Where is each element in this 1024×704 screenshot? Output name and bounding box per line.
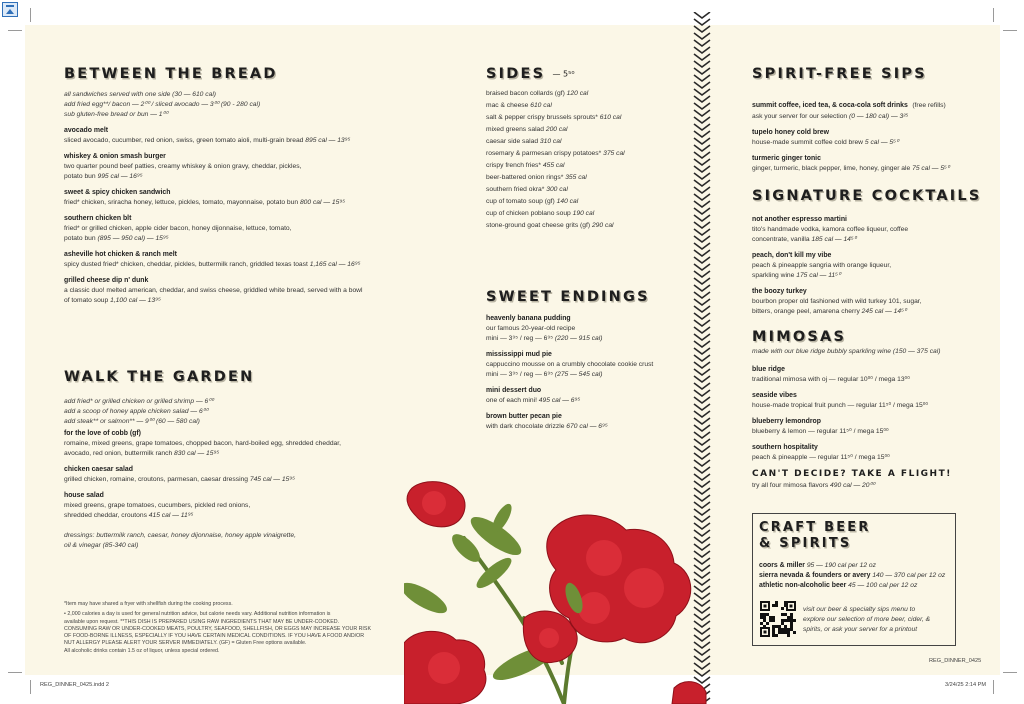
- item-name: summit coffee, iced tea, & coca-cola soft drinks: [752, 102, 908, 109]
- item-name: mississippi mud pie: [486, 351, 552, 358]
- item-price: (895 — 950 cal) — 15⁹⁵: [97, 235, 169, 242]
- item-desc: tito's handmade vodka, kamora coffee liqueur, coffee: [752, 226, 909, 233]
- side-cal: 610 cal: [599, 114, 622, 121]
- flight-price: 490 cal — 20⁰⁰: [830, 482, 875, 489]
- item-desc-line2: potato bun: [64, 235, 96, 242]
- menu-item: [64, 491, 404, 521]
- menu-item: [64, 429, 404, 459]
- side-name: crispy french fries*: [486, 162, 542, 169]
- side-item: [486, 172, 686, 184]
- right-column: [752, 66, 982, 491]
- salad-note: add a scoop of honey apple chicken salad — 6⁰⁰: [64, 408, 209, 415]
- section-title-sides: [486, 66, 686, 82]
- item-desc: with dark chocolate drizzle: [486, 423, 565, 430]
- item-desc: ginger, turmeric, black pepper, lime, honey, ginger ale: [752, 165, 911, 172]
- item-price: 5 cal — 5⁵⁰: [864, 139, 899, 146]
- item-desc: house-made summit coffee cold brew: [752, 139, 864, 146]
- side-cal: 300 cal: [546, 186, 568, 193]
- footnote-line: CONSUMING RAW OR UNDER-COOKED MEATS, POULTRY, SEAFOOD, SHELLFISH, OR EGGS MAY INCREASE YOUR RISK: [64, 625, 371, 632]
- item-desc: house-made tropical fruit punch — regular 11⁵⁰ / mega 15⁰⁰: [752, 402, 929, 409]
- item-desc: fried* chicken, sriracha honey, lettuce, pickles, tomato, mayonnaise, potato bun: [64, 199, 299, 206]
- cocktail-item: [752, 251, 982, 281]
- item-desc: spicy dusted fried* chicken, cheddar, pickles, buttermilk ranch, griddled texas toast: [64, 261, 308, 268]
- item-name: southern chicken blt: [64, 215, 132, 222]
- side-item: [486, 124, 686, 136]
- qr-text-line: visit our beer & specialty sips menu to: [803, 606, 916, 613]
- item-name: for the love of cobb (gf): [64, 430, 141, 437]
- item-name: heavenly banana pudding: [486, 315, 571, 322]
- side-cal: 375 cal: [603, 150, 625, 157]
- cocktail-item: [752, 215, 982, 245]
- item-price: 830 cal — 15⁹⁵: [174, 450, 220, 457]
- item-name: peach, don't kill my vibe: [752, 252, 832, 259]
- beer-name: athletic non-alcoholic beer: [759, 582, 847, 589]
- item-price: 745 cal — 15⁹⁵: [249, 476, 296, 483]
- mimosas-subtitle: made with our blue ridge bubbly sparkling wine (150 — 375 cal): [752, 348, 941, 355]
- dressings-note: oil & vinegar (85-340 cal): [64, 542, 139, 549]
- carnation-illustration: [404, 478, 710, 704]
- craft-beer-title-line2: & SPIRITS: [759, 536, 852, 551]
- side-item: [486, 112, 686, 124]
- footnote-line: available upon request. **THIS DISH IS PREPARED USING RAW INGREDIENTS THAT MAY BE UNDER-COOKED.: [64, 618, 340, 625]
- menu-item: [64, 188, 404, 208]
- side-cal: 120 cal: [566, 90, 589, 97]
- sweet-endings-section: [486, 289, 696, 438]
- slug-date: 3/24/25 2:14 PM: [945, 682, 987, 688]
- side-cal: 455 cal: [542, 162, 565, 169]
- item-price: (220 — 915 cal): [554, 335, 603, 342]
- drink-item: [752, 128, 982, 148]
- side-name: caesar side salad: [486, 138, 539, 145]
- mimosa-item: [752, 365, 982, 385]
- item-desc: a classic duo! melted american, cheddar, and swiss cheese, griddled white bread, served with a bowl: [64, 287, 363, 294]
- side-item: [486, 196, 686, 208]
- sandwich-note: sub gluten-free bread or bun — 1⁰⁰: [64, 111, 168, 118]
- item-desc-line2: avocado, red onion, buttermilk ranch: [64, 450, 173, 457]
- craft-beer-title-line1: CRAFT BEER: [759, 520, 871, 535]
- side-item: [486, 220, 686, 232]
- item-name: house salad: [64, 492, 104, 499]
- footnote-line: All alcoholic drinks contain 1.5 oz of liquor, unless special ordered.: [64, 647, 220, 654]
- side-cal: 140 cal: [556, 198, 579, 205]
- side-cal: 200 cal: [545, 126, 568, 133]
- beer-price: 45 — 100 cal per 12 oz: [848, 582, 918, 589]
- item-price: 175 cal — 11⁵⁰: [796, 272, 841, 279]
- sides-price: — 5⁵⁰: [552, 69, 575, 79]
- item-price: 670 cal — 6⁹⁵: [566, 423, 608, 430]
- item-desc: cappuccino mousse on a crumbly chocolate cookie crust: [486, 361, 654, 368]
- sides-title-text: SIDES: [486, 66, 546, 82]
- side-name: mixed greens salad: [486, 126, 544, 133]
- side-name: southern fried okra*: [486, 186, 545, 193]
- beer-price: 95 — 190 cal per 12 oz: [806, 562, 876, 569]
- item-name: seaside vibes: [752, 392, 797, 399]
- app-toolbar-icon[interactable]: [2, 2, 18, 17]
- item-name: the boozy turkey: [752, 288, 807, 295]
- dessert-item: [486, 386, 696, 406]
- beer-price: 140 — 370 cal per 12 oz: [872, 572, 946, 579]
- item-price: 995 cal — 16⁹⁵: [97, 173, 143, 180]
- item-desc: our famous 20-year-old recipe: [486, 325, 576, 332]
- doc-code: REG_DINNER_0425: [929, 658, 982, 664]
- side-name: stone-ground goat cheese grits (gf): [486, 222, 591, 229]
- item-name: chicken caesar salad: [64, 466, 133, 473]
- item-name: tupelo honey cold brew: [752, 129, 829, 136]
- item-desc: sliced avocado, cucumber, red onion, swiss, green tomato aioli, multi-grain bread: [64, 137, 304, 144]
- item-desc: fried* or grilled chicken, apple cider bacon, honey dijonnaise, lettuce, tomato,: [64, 225, 292, 232]
- side-item: [486, 148, 686, 160]
- left-column: [64, 66, 404, 312]
- section-title-mimosas: MIMOSAS: [752, 329, 847, 345]
- section-title-walk-the-garden: WALK THE GARDEN: [64, 369, 255, 385]
- item-desc: traditional mimosa with oj — regular 10⁰⁰ / mega 13⁰⁰: [752, 376, 910, 383]
- drink-item: [752, 154, 982, 174]
- item-desc: mixed greens, grape tomatoes, cucumbers, pickled red onions,: [64, 502, 251, 509]
- item-desc: grilled chicken, romaine, croutons, parmesan, caesar dressing: [64, 476, 248, 483]
- item-name: southern hospitality: [752, 444, 818, 451]
- item-name: turmeric ginger tonic: [752, 155, 821, 162]
- menu-item: [64, 126, 404, 146]
- item-desc-line2: potato bun: [64, 173, 96, 180]
- menu-item: [64, 250, 404, 270]
- item-desc: two quarter pound beef patties, creamy whiskey & onion gravy, cheddar, pickles,: [64, 163, 302, 170]
- menu-item: [64, 465, 404, 485]
- side-cal: 190 cal: [572, 210, 595, 217]
- section-title-sweet-endings: SWEET ENDINGS: [486, 289, 650, 305]
- footnote-line: NUT ALLERGY PLEASE ALERT YOUR SERVER IMMEDIATELY. (GF) = Gluten Free options available.: [64, 640, 307, 647]
- mimosa-item: [752, 417, 982, 437]
- side-name: salt & pepper crispy brussels sprouts*: [486, 114, 598, 121]
- side-cal: 355 cal: [565, 174, 587, 181]
- side-name: cup of tomato soup (gf): [486, 198, 555, 205]
- side-item: [486, 136, 686, 148]
- side-cal: 310 cal: [539, 138, 562, 145]
- item-desc: blueberry & lemon — regular 11⁵⁰ / mega 15⁰⁰: [752, 428, 889, 435]
- item-desc-line2: sparkling wine: [752, 272, 795, 279]
- footnote-line: *Item may have shared a fryer with shellfish during the cooking process.: [64, 601, 233, 607]
- item-desc-line2: concentrate, vanilla: [752, 236, 810, 243]
- item-desc: peach & pineapple — regular 11⁵⁰ / mega 15⁰⁰: [752, 454, 890, 461]
- item-name: grilled cheese dip n' dunk: [64, 277, 149, 284]
- item-name: not another espresso martini: [752, 216, 847, 223]
- item-desc: bourbon proper old fashioned with wild turkey 101, sugar,: [752, 298, 922, 305]
- menu-item: [64, 152, 404, 182]
- item-price: 415 cal — 11⁹⁵: [148, 512, 194, 519]
- flight-desc: try all four mimosa flavors: [752, 482, 829, 489]
- beer-name: sierra nevada & founders or avery: [759, 572, 871, 579]
- side-name: mac & cheese: [486, 102, 529, 109]
- dressings-note: dressings: buttermilk ranch, caesar, honey dijonnaise, honey apple vinaigrette,: [64, 532, 296, 539]
- item-price: 495 cal — 6⁹⁵: [538, 397, 581, 404]
- qr-text-line: spirits, or ask your server for a printout: [803, 626, 918, 633]
- side-item: [486, 208, 686, 220]
- side-item: [486, 88, 686, 100]
- item-name: avocado melt: [64, 127, 109, 134]
- footnote-line: • 2,000 calories a day is used for general nutrition advice, but calorie needs vary. Additional nutrition information is: [64, 611, 331, 618]
- side-name: rosemary & parmesan crispy potatoes*: [486, 150, 602, 157]
- cocktail-item: [752, 287, 982, 317]
- flight-title: CAN'T DECIDE? TAKE A FLIGHT!: [752, 469, 952, 479]
- item-desc-line2: of tomato soup: [64, 297, 109, 304]
- item-price: (275 — 545 cal): [554, 371, 603, 378]
- side-item: [486, 160, 686, 172]
- side-cal: 290 cal: [591, 222, 614, 229]
- item-name: mini dessert duo: [486, 387, 542, 394]
- salad-note: add fried* or grilled chicken or grilled shrimp — 6⁰⁰: [64, 398, 214, 405]
- sandwich-note: add fried egg**/ bacon — 2⁰⁰ / sliced avocado — 3⁰⁰ (90 - 280 cal): [64, 101, 261, 108]
- item-price: 75 cal — 5⁵⁰: [912, 165, 950, 172]
- item-price: 1,100 cal — 13⁹⁵: [110, 297, 161, 304]
- item-name: sweet & spicy chicken sandwich: [64, 189, 171, 196]
- item-price: (0 — 180 cal) — 3²⁵: [849, 113, 909, 120]
- item-desc-line2: bitters, orange peel, amarena cherry: [752, 308, 860, 315]
- item-price: 245 cal — 14⁵⁰: [861, 308, 907, 315]
- qr-text-line: explore our selection of more beer, cider, &: [803, 616, 931, 623]
- item-name: brown butter pecan pie: [486, 413, 562, 420]
- section-title-between-the-bread: BETWEEN THE BREAD: [64, 66, 278, 82]
- side-cal: 610 cal: [530, 102, 552, 109]
- item-price: 1,165 cal — 16⁹⁵: [309, 261, 361, 268]
- menu-item: [64, 276, 404, 306]
- item-price: 185 cal — 14⁵⁰: [811, 236, 857, 243]
- footnote-line: OF FOOD-BORNE ILLNESS, ESPECIALLY IF YOU HAVE CERTAIN MEDICAL CONDITIONS. IF YOU HAVE A FOOD AND/OR: [64, 633, 365, 640]
- drink-item: [752, 94, 982, 122]
- item-desc: one of each mini!: [486, 397, 537, 404]
- item-name: blueberry lemondrop: [752, 418, 821, 425]
- mimosa-item: [752, 443, 982, 463]
- item-name: blue ridge: [752, 366, 785, 373]
- item-desc-line2: mini — 3⁹⁵ / reg — 6⁹⁵: [486, 371, 554, 378]
- item-name: asheville hot chicken & ranch melt: [64, 251, 177, 258]
- dessert-item: [486, 412, 696, 432]
- craft-beer-box: [752, 513, 956, 646]
- item-name-suffix: (free refills): [912, 102, 946, 109]
- item-desc: ask your server for our selection: [752, 113, 848, 120]
- mimosa-item: [752, 391, 982, 411]
- side-name: beer-battered onion rings*: [486, 174, 564, 181]
- item-desc-line2: mini — 3⁹⁵ / reg — 6⁹⁵: [486, 335, 554, 342]
- sides-section: [486, 66, 686, 232]
- side-name: braised bacon collards (gf): [486, 90, 565, 97]
- side-name: cup of chicken poblano soup: [486, 210, 571, 217]
- item-price: 895 cal — 13⁹⁵: [305, 137, 351, 144]
- side-item: [486, 100, 686, 112]
- menu-item: [64, 214, 404, 244]
- sandwich-note: all sandwiches served with one side (30 — 610 cal): [64, 91, 217, 98]
- dessert-item: [486, 314, 696, 344]
- footnotes: [64, 601, 404, 655]
- item-name: whiskey & onion smash burger: [64, 153, 166, 160]
- section-title-spirit-free-sips: SPIRIT-FREE SIPS: [752, 66, 927, 82]
- section-title-signature-cocktails: SIGNATURE COCKTAILS: [752, 188, 982, 204]
- item-desc: peach & pineapple sangria with orange liqueur,: [752, 262, 892, 269]
- side-item: [486, 184, 686, 196]
- qr-code[interactable]: [759, 600, 797, 638]
- salad-note: add steak** or salmon** — 9⁰⁰ (60 — 580 cal): [64, 418, 200, 425]
- item-desc-line2: shredded cheddar, croutons: [64, 512, 147, 519]
- beer-name: coors & miller: [759, 562, 805, 569]
- slug-filename: REG_DINNER_0425.indd 2: [40, 682, 110, 688]
- item-desc: romaine, mixed greens, grape tomatoes, chopped bacon, hard-boiled egg, shredded cheddar,: [64, 440, 341, 447]
- item-price: 800 cal — 15⁹⁵: [299, 199, 346, 206]
- dessert-item: [486, 350, 696, 380]
- walk-the-garden-section: [64, 369, 404, 551]
